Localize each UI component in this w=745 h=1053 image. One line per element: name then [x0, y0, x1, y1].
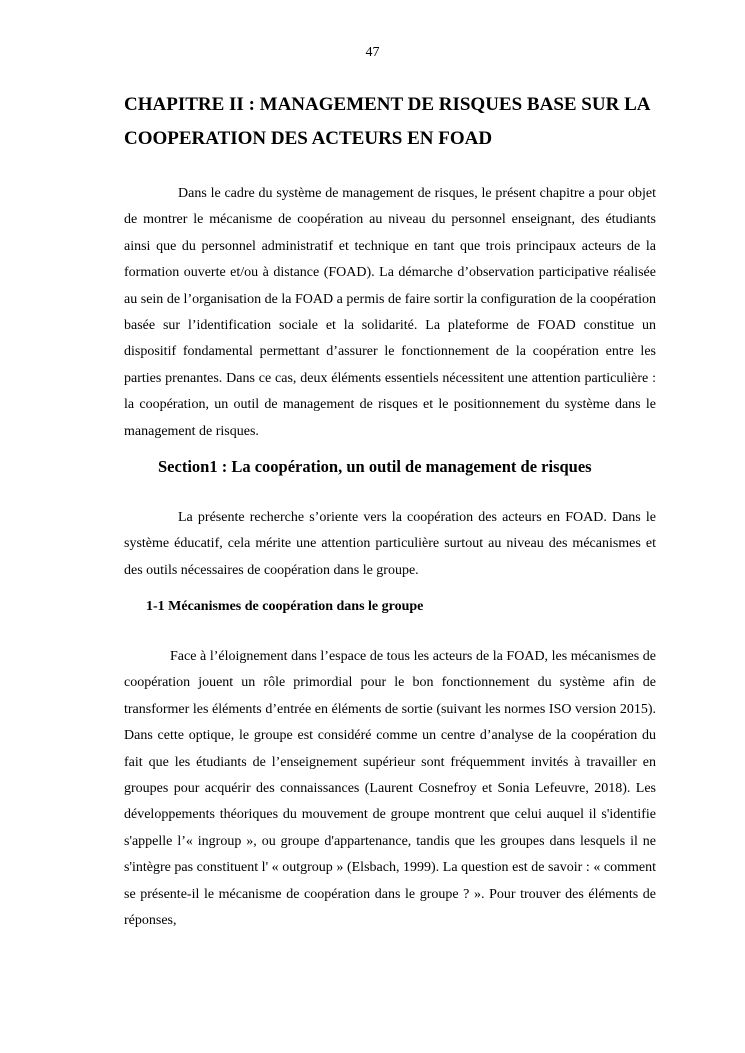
subsection-title: 1-1 Mécanismes de coopération dans le groupe	[146, 599, 424, 614]
section-title: Section1 : La coopération, un outil de management de risques	[158, 457, 592, 476]
page-number: 47	[365, 45, 380, 60]
chapter-title: CHAPITRE II : MANAGEMENT DE RISQUES BASE SUR LA COOPERATION DES ACTEURS EN FOAD	[124, 94, 650, 149]
subsection-paragraph: Face à l’éloignement dans l’espace de tous les acteurs de la FOAD, les mécanismes de coopération jouent un rôle primordial pour le bon fonctionnement du système afin de transformer les éléments d’entrée en éléments de sortie (suivant les normes ISO version 2015). Dans cette optique, le groupe est considéré comme un centre d’analyse de la coopération du fait que les étudiants de l’enseignement supérieur sont fréquemment invités à travailler en groupes pour acquérir des connaissances (Laurent Cosnefroy et Sonia Lefeuvre, 2018). Les développements théoriques du mouvement de groupe montrent que celui auquel il s'identifie s'appelle l’« ingroup », ou groupe d'appartenance, tandis que les groupes dans lesquels il ne s'intègre pas constituent l' « outgroup » (Elsbach, 1999). La question est de savoir : « comment se présente-il le mécanisme de coopération dans le groupe ? ». Pour trouver des éléments de réponses,	[124, 649, 656, 929]
section-paragraph: La présente recherche s’oriente vers la coopération des acteurs en FOAD. Dans le système éducatif, cela mérite une attention particulière surtout au niveau des mécanismes et des outils nécessaires de coopération dans le groupe.	[124, 510, 656, 578]
intro-paragraph: Dans le cadre du système de management de risques, le présent chapitre a pour objet de montrer le mécanisme de coopération au niveau du personnel enseignant, des étudiants ainsi que du personnel administratif et technique en tant que trois principaux acteurs de la formation ouverte et/ou à distance (FOAD). La démarche d’observation participative réalisée au sein de l’organisation de la FOAD a permis de faire sortir la configuration de la coopération basée sur l’identification sociale et la solidarité. La plateforme de FOAD constitue un dispositif fondamental permettant d’assurer le fonctionnement de la coopération entre les parties prenantes. Dans ce cas, deux éléments essentiels nécessitent une attention particulière : la coopération, un outil de management de risques et le positionnement du système dans le management de risques.	[124, 186, 656, 439]
